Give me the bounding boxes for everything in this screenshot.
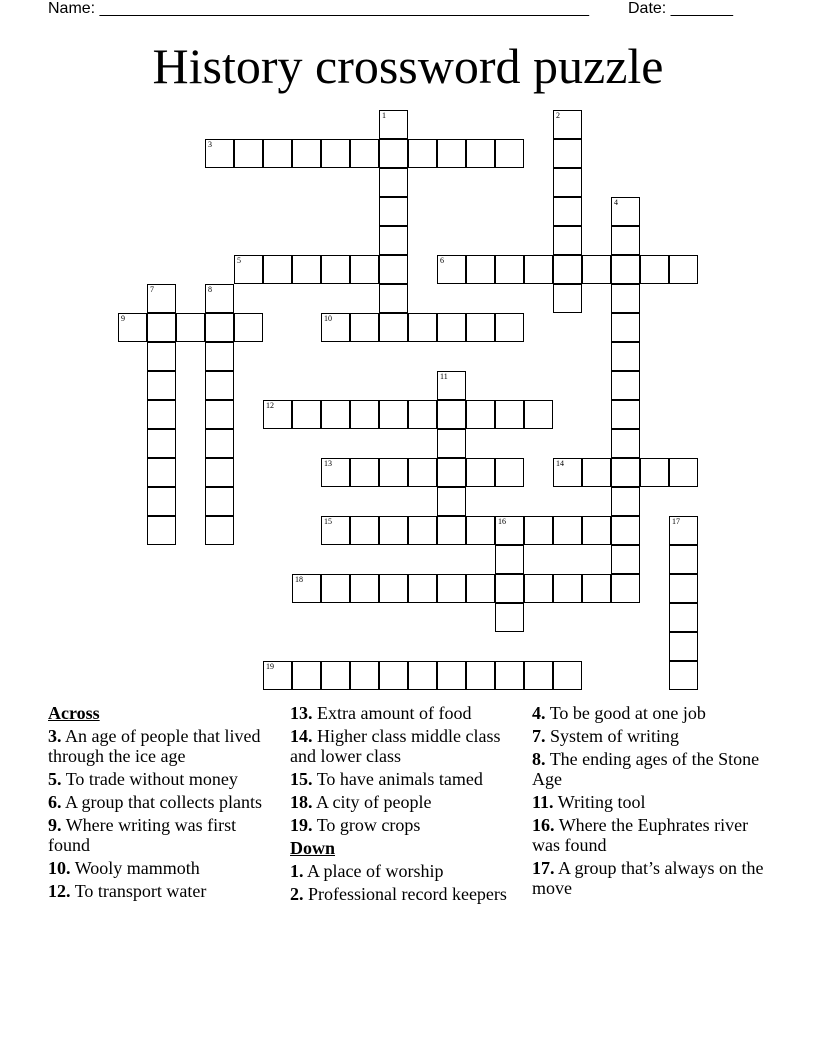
grid-cell[interactable]	[147, 400, 176, 429]
grid-cell[interactable]	[292, 661, 321, 690]
grid-cell[interactable]	[379, 197, 408, 226]
grid-cell[interactable]	[611, 255, 640, 284]
clue-across-3: 3. An age of people that lived through the ice age	[48, 726, 261, 766]
grid-cell[interactable]	[234, 139, 263, 168]
grid-cell[interactable]	[553, 516, 582, 545]
grid-cell[interactable]	[669, 516, 698, 545]
grid-cell[interactable]	[495, 458, 524, 487]
cell-number: 11	[440, 372, 448, 381]
grid-cell[interactable]	[437, 313, 466, 342]
grid-cell[interactable]	[379, 574, 408, 603]
grid-cell[interactable]	[437, 574, 466, 603]
grid-cell[interactable]	[321, 139, 350, 168]
cell-number: 14	[556, 459, 564, 468]
cell-number: 7	[150, 285, 154, 294]
cell-number: 16	[498, 517, 506, 526]
name-label: Name:	[48, 0, 96, 17]
clue-column-1	[48, 703, 278, 904]
grid-cell[interactable]	[350, 516, 379, 545]
grid-cell[interactable]	[437, 400, 466, 429]
grid-cell[interactable]	[524, 516, 553, 545]
clue-down-2: 2. Professional record keepers	[290, 884, 507, 904]
cell-number: 13	[324, 459, 332, 468]
grid-cell[interactable]	[147, 487, 176, 516]
grid-cell[interactable]	[640, 458, 669, 487]
grid-cell[interactable]	[408, 313, 437, 342]
grid-cell[interactable]	[408, 516, 437, 545]
grid-cell[interactable]	[408, 400, 437, 429]
grid-cell[interactable]	[408, 661, 437, 690]
clue-down-17: 17. A group that’s always on the move	[532, 858, 764, 898]
grid-cell[interactable]	[495, 139, 524, 168]
clue-down-7: 7. System of writing	[532, 726, 679, 746]
grid-cell[interactable]	[495, 400, 524, 429]
grid-cell[interactable]	[437, 516, 466, 545]
grid-cell[interactable]	[292, 139, 321, 168]
grid-cell[interactable]	[466, 400, 495, 429]
grid-cell[interactable]	[524, 400, 553, 429]
grid-cell[interactable]	[379, 400, 408, 429]
grid-cell[interactable]	[437, 661, 466, 690]
grid-cell[interactable]	[350, 661, 379, 690]
clue-across-18: 18. A city of people	[290, 792, 432, 812]
grid-cell[interactable]	[147, 371, 176, 400]
grid-cell[interactable]	[437, 429, 466, 458]
grid-cell[interactable]	[466, 313, 495, 342]
grid-cell[interactable]	[437, 487, 466, 516]
grid-cell[interactable]	[553, 226, 582, 255]
clue-down-1: 1. A place of worship	[290, 861, 444, 881]
grid-cell[interactable]	[495, 574, 524, 603]
grid-cell[interactable]	[379, 313, 408, 342]
grid-cell[interactable]	[437, 371, 466, 400]
grid-cell[interactable]	[350, 400, 379, 429]
clue-down-16: 16. Where the Euphrates river was found	[532, 815, 749, 855]
grid-cell[interactable]	[611, 226, 640, 255]
grid-cell[interactable]	[669, 255, 698, 284]
grid-cell[interactable]	[350, 255, 379, 284]
clue-down-11: 11. Writing tool	[532, 792, 646, 812]
cell-number: 1	[382, 111, 386, 120]
grid-cell[interactable]	[611, 371, 640, 400]
grid-cell[interactable]	[553, 139, 582, 168]
grid-cell[interactable]	[147, 342, 176, 371]
grid-cell[interactable]	[524, 661, 553, 690]
cell-number: 15	[324, 517, 332, 526]
cell-number: 5	[237, 256, 241, 265]
grid-cell[interactable]	[611, 574, 640, 603]
grid-cell[interactable]	[321, 516, 350, 545]
grid-cell[interactable]	[292, 400, 321, 429]
grid-cell[interactable]	[147, 313, 176, 342]
grid-cell[interactable]	[234, 255, 263, 284]
grid-cell[interactable]	[553, 574, 582, 603]
grid-cell[interactable]	[466, 458, 495, 487]
grid-cell[interactable]	[582, 574, 611, 603]
clue-across-6: 6. A group that collects plants	[48, 792, 262, 812]
grid-cell[interactable]	[263, 400, 292, 429]
grid-cell[interactable]	[205, 342, 234, 371]
grid-cell[interactable]	[553, 255, 582, 284]
clue-down-8: 8. The ending ages of the Stone Age	[532, 749, 760, 789]
clue-across-15: 15. To have animals tamed	[290, 769, 483, 789]
grid-cell[interactable]	[553, 284, 582, 313]
grid-cell[interactable]	[321, 313, 350, 342]
grid-cell[interactable]	[379, 168, 408, 197]
grid-cell[interactable]	[408, 574, 437, 603]
grid-cell[interactable]	[408, 139, 437, 168]
grid-cell[interactable]	[611, 284, 640, 313]
grid-cell[interactable]	[205, 313, 234, 342]
clue-across-9: 9. Where writing was first found	[48, 815, 237, 855]
grid-cell[interactable]	[147, 284, 176, 313]
across-heading: Across	[48, 703, 100, 723]
grid-cell[interactable]	[350, 313, 379, 342]
clue-across-13: 13. Extra amount of food	[290, 703, 472, 723]
grid-cell[interactable]	[408, 458, 437, 487]
cell-number: 8	[208, 285, 212, 294]
name-blank[interactable]: _______________________________________________________	[99, 0, 589, 17]
grid-cell[interactable]	[669, 632, 698, 661]
grid-cell[interactable]	[379, 661, 408, 690]
grid-cell[interactable]	[205, 139, 234, 168]
grid-cell[interactable]	[611, 545, 640, 574]
grid-cell[interactable]	[466, 255, 495, 284]
grid-cell[interactable]	[640, 255, 669, 284]
grid-cell[interactable]	[611, 458, 640, 487]
grid-cell[interactable]	[611, 400, 640, 429]
down-heading: Down	[290, 838, 336, 858]
grid-cell[interactable]	[321, 255, 350, 284]
grid-cell[interactable]	[205, 429, 234, 458]
grid-cell[interactable]	[176, 313, 205, 342]
clue-across-19: 19. To grow crops	[290, 815, 421, 835]
grid-cell[interactable]	[582, 458, 611, 487]
grid-cell[interactable]	[466, 574, 495, 603]
grid-cell[interactable]	[669, 661, 698, 690]
grid-cell[interactable]	[350, 458, 379, 487]
page-title: History crossword puzzle	[152, 38, 664, 94]
cell-number: 4	[614, 198, 618, 207]
grid-cell[interactable]	[524, 574, 553, 603]
date-blank[interactable]: _______	[670, 0, 733, 17]
date-label: Date:	[628, 0, 667, 17]
grid-cell[interactable]	[263, 139, 292, 168]
clue-column-2	[290, 703, 520, 907]
grid-cell[interactable]	[321, 458, 350, 487]
grid-cell[interactable]	[205, 458, 234, 487]
grid-cell[interactable]	[553, 168, 582, 197]
grid-cell[interactable]	[611, 516, 640, 545]
grid-cell[interactable]	[350, 139, 379, 168]
grid-cell[interactable]	[205, 371, 234, 400]
clue-down-4: 4. To be good at one job	[532, 703, 706, 723]
grid-cell[interactable]	[118, 313, 147, 342]
cell-number: 12	[266, 401, 274, 410]
grid-cell[interactable]	[379, 516, 408, 545]
grid-cell[interactable]	[379, 284, 408, 313]
grid-cell[interactable]	[669, 603, 698, 632]
grid-cell[interactable]	[263, 661, 292, 690]
grid-cell[interactable]	[611, 313, 640, 342]
clue-across-10: 10. Wooly mammoth	[48, 858, 200, 878]
grid-cell[interactable]	[321, 574, 350, 603]
grid-cell[interactable]	[147, 458, 176, 487]
grid-cell[interactable]	[553, 110, 582, 139]
grid-cell[interactable]	[205, 284, 234, 313]
grid-cell[interactable]	[611, 429, 640, 458]
grid-cell[interactable]	[379, 139, 408, 168]
grid-cell[interactable]	[379, 255, 408, 284]
grid-cell[interactable]	[147, 429, 176, 458]
clue-across-14: 14. Higher class middle class and lower class	[290, 726, 501, 766]
grid-cell[interactable]	[611, 342, 640, 371]
grid-cell[interactable]	[553, 458, 582, 487]
grid-cell[interactable]	[669, 458, 698, 487]
grid-cell[interactable]	[495, 516, 524, 545]
cell-number: 9	[121, 314, 125, 323]
grid-cell[interactable]	[553, 197, 582, 226]
grid-cell[interactable]	[437, 255, 466, 284]
grid-cell[interactable]	[495, 313, 524, 342]
grid-cell[interactable]	[611, 197, 640, 226]
grid-cell[interactable]	[292, 255, 321, 284]
grid-cell[interactable]	[495, 255, 524, 284]
grid-cell[interactable]	[205, 400, 234, 429]
cell-number: 18	[295, 575, 303, 584]
grid-cell[interactable]	[292, 574, 321, 603]
grid-cell[interactable]	[321, 400, 350, 429]
grid-cell[interactable]	[466, 661, 495, 690]
grid-cell[interactable]	[466, 516, 495, 545]
grid-cell[interactable]	[147, 516, 176, 545]
grid-cell[interactable]	[205, 487, 234, 516]
grid-cell[interactable]	[379, 458, 408, 487]
grid-cell[interactable]	[524, 255, 553, 284]
grid-cell[interactable]	[466, 139, 495, 168]
grid-cell[interactable]	[379, 110, 408, 139]
clue-column-3	[532, 703, 772, 901]
clue-across-5: 5. To trade without money	[48, 769, 238, 789]
grid-cell[interactable]	[495, 661, 524, 690]
grid-cell[interactable]	[437, 139, 466, 168]
cell-number: 3	[208, 140, 212, 149]
cell-number: 17	[672, 517, 680, 526]
cell-number: 2	[556, 111, 560, 120]
grid-cell[interactable]	[582, 516, 611, 545]
grid-cell[interactable]	[205, 516, 234, 545]
grid-cell[interactable]	[495, 545, 524, 574]
grid-cell[interactable]	[263, 255, 292, 284]
grid-cell[interactable]	[350, 574, 379, 603]
grid-cell[interactable]	[611, 487, 640, 516]
grid-cell[interactable]	[553, 661, 582, 690]
grid-cell[interactable]	[669, 545, 698, 574]
grid-cell[interactable]	[582, 255, 611, 284]
clue-across-12: 12. To transport water	[48, 881, 207, 901]
grid-cell[interactable]	[495, 603, 524, 632]
cell-number: 19	[266, 662, 274, 671]
grid-cell[interactable]	[379, 226, 408, 255]
cell-number: 10	[324, 314, 332, 323]
cell-number: 6	[440, 256, 444, 265]
grid-cell[interactable]	[234, 313, 263, 342]
grid-cell[interactable]	[669, 574, 698, 603]
grid-cell[interactable]	[437, 458, 466, 487]
grid-cell[interactable]	[321, 661, 350, 690]
